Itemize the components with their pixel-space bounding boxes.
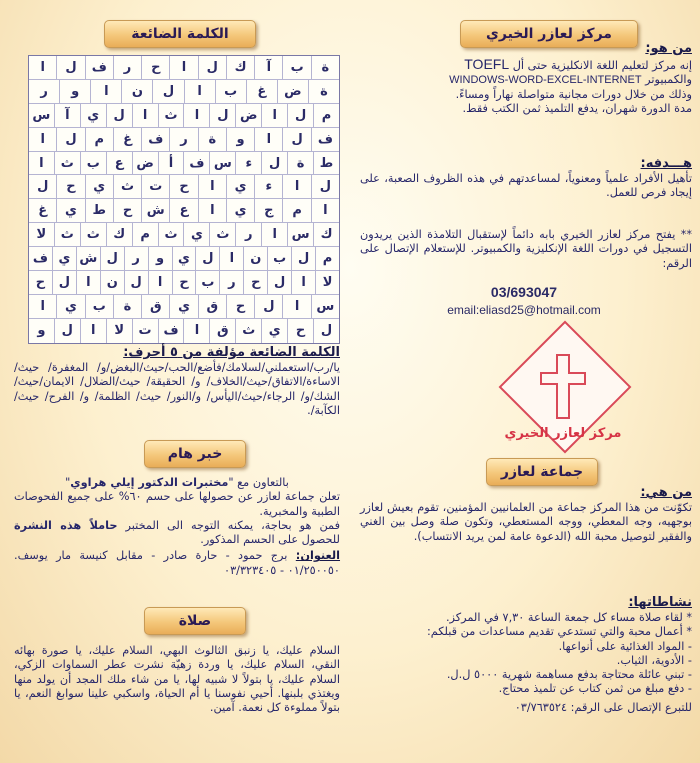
- grid-cell: ا: [219, 247, 243, 270]
- grid-cell: ح: [226, 295, 254, 318]
- grid-cell: ل: [56, 128, 84, 151]
- center-title: مركز لعازر الخيري: [460, 20, 638, 48]
- grid-cell: آ: [54, 104, 80, 127]
- grid-row: [29, 104, 339, 128]
- grid-cell: ر: [235, 223, 261, 246]
- grid-cell: ة: [311, 56, 339, 79]
- grid-cell: ث: [54, 223, 80, 246]
- grid-cell: ر: [113, 56, 141, 79]
- center-who: [360, 40, 692, 116]
- center-phone: 03/693047: [490, 284, 558, 300]
- grid-cell: ك: [106, 223, 132, 246]
- grid-row: [29, 295, 339, 319]
- grid-cell: ي: [56, 295, 84, 318]
- grid-cell: س: [311, 295, 339, 318]
- lazarus-activities: [360, 594, 692, 715]
- activity-2: * أعمال محبة والتي تستدعي تقديم مساعدات من قبلكم:: [426, 625, 692, 639]
- grid-row: [29, 152, 339, 176]
- grid-cell: ف: [32, 251, 49, 267]
- grid-cell: س: [287, 223, 313, 246]
- grid-cell: ب: [85, 295, 113, 318]
- grid-cell: ا: [40, 131, 45, 147]
- grid-cell: أ: [158, 152, 184, 175]
- grid-cell: ط: [85, 199, 113, 222]
- grid-cell: ة: [308, 80, 339, 103]
- grid-cell: ء: [254, 175, 282, 198]
- news-title: خبر هام: [144, 440, 246, 468]
- grid-cell: ل: [282, 128, 310, 151]
- clue-title: الكلمة الضائعة مؤلفة من ٥ أحرف:: [123, 345, 340, 360]
- grid-cell: ي: [172, 247, 196, 270]
- grid-cell: ف: [311, 128, 339, 151]
- grid-cell: ن: [121, 80, 152, 103]
- grid-cell: ر: [219, 271, 243, 294]
- grid-row: [29, 247, 339, 271]
- grid-row: [29, 271, 339, 295]
- grid-cell: ي: [226, 199, 254, 222]
- lazarus-who-text: تكوّنت من هذا المركز جماعة من العلمانيين المؤمنين، تقوم بعيش لعازر بوجهيه، وجه المعطي، ووجه المستعطي، وتكون صلة وصل بين الغني والفقير لتوصيل محبة الله (الدعوة عامة لمن يريد الانتساب).: [360, 501, 692, 543]
- grid-cell: لا: [315, 271, 339, 294]
- grid-cell: ب: [80, 152, 106, 175]
- grid-cell: س: [32, 107, 51, 123]
- grid-cell: ا: [282, 175, 310, 198]
- grid-cell: ع: [169, 199, 197, 222]
- grid-cell: و: [37, 322, 46, 338]
- activity-6: - دفع مبلغ من ثمن كتاب عن تلميذ محتاج.: [498, 682, 692, 696]
- right-column: [356, 0, 692, 763]
- clue-text: يا/رب/استعملني/لسلامك/فأضع/الحب/حيث/البغض/و/ المغفرة/ حيث/ الاساءة/الاتفاق/حيث/الخلاف/ و/ الحقيقة/ حيث/الضلال/ الايمان/حيث/الشك/و/ الرجاء/حيث/اليأس/ و/النور/ حيث/ الظلمة/ و/ الفرح/ حيث/ الكآبة/.: [14, 361, 340, 417]
- grid-cell: ل: [291, 247, 315, 270]
- donate-line: للتبرع الإتصال على الرقم: ٠٣/٧٦٣٥٢٤: [514, 700, 692, 714]
- news-address: العنوان: برج حمود - حارة صادر - مقابل كنيسة مار يوسف. ٠١/٢٥٠٠٥٠ - ٠٣/٣٢٣٤٠٥: [14, 549, 341, 578]
- grid-cell: ث: [209, 223, 235, 246]
- grid-cell: ي: [56, 199, 84, 222]
- grid-cell: ل: [254, 295, 282, 318]
- grid-cell: لا: [106, 319, 132, 343]
- grid-cell: و: [226, 128, 254, 151]
- grid-cell: ي: [261, 319, 287, 343]
- activity-1: * لقاء صلاة مساء كل جمعة الساعة ٧,٣٠ في المركز.: [445, 611, 692, 624]
- grid-cell: و: [59, 80, 90, 103]
- news-body: [14, 476, 340, 579]
- grid-cell: ا: [198, 175, 226, 198]
- grid-cell: ب: [282, 56, 310, 79]
- grid-cell: ح: [169, 175, 197, 198]
- grid-cell: ف: [85, 56, 113, 79]
- grid-cell: ن: [243, 247, 267, 270]
- grid-cell: ل: [198, 56, 226, 79]
- grid-cell: ة: [113, 295, 141, 318]
- grid-cell: ر: [40, 83, 48, 99]
- grid-cell: ي: [52, 247, 76, 270]
- grid-cell: ة: [287, 152, 313, 175]
- center-who-head: من هو:: [645, 41, 692, 56]
- grid-cell: م: [85, 128, 113, 151]
- grid-cell: ا: [183, 104, 209, 127]
- center-email: email:eliasd25@hotmail.com: [447, 303, 601, 317]
- grid-cell: ل: [209, 104, 235, 127]
- grid-cell: ح: [113, 199, 141, 222]
- grid-cell: و: [148, 247, 172, 270]
- lazarus-who: [360, 484, 692, 544]
- grid-cell: ا: [183, 319, 209, 343]
- activity-5: - تبني عائلة محتاجة بدفع مساهمة شهرية ٥٠٠٠ ل.ل.: [446, 668, 692, 682]
- grid-cell: م: [132, 223, 158, 246]
- grid-cell: ق: [198, 295, 226, 318]
- center-who-line4: مدة الدورة شهران، يدفع التلميذ ثمن الكتب فقط.: [462, 101, 692, 115]
- grid-cell: ف: [183, 152, 209, 175]
- grid-cell: ك: [313, 223, 339, 246]
- prayer-title: صلاة: [144, 607, 246, 635]
- center-goal-head: هـــدفه:: [640, 156, 692, 171]
- grid-cell: ا: [76, 271, 100, 294]
- center-goal-text: تأهيل الأفراد علمياً ومعنوياً، لمساعدتهم في هذه الظروف الصعبة، على إيجاد فرص للعمل.: [360, 172, 692, 200]
- word-search-grid: [28, 55, 340, 344]
- center-notice: ** يفتح مركز لعازر الخيري بابه دائماً لإستقبال التلامذة الذين يريدون التسجيل في دورات اللغة الإنكليزية والكمبيوتر. للإستعلام الإتصال على الرقم:: [360, 228, 692, 270]
- grid-row: [29, 128, 339, 152]
- grid-cell: ت: [132, 319, 158, 343]
- center-goal: [360, 155, 692, 201]
- grid-cell: ق: [209, 319, 235, 343]
- grid-cell: ا: [291, 271, 315, 294]
- grid-cell: ا: [80, 319, 106, 343]
- grid-cell: ث: [158, 104, 184, 127]
- news-p2-bold: حاملاً هذه النشرة: [14, 518, 118, 532]
- grid-cell: م: [313, 104, 339, 127]
- grid-cell: ح: [141, 56, 169, 79]
- grid-cell: ا: [261, 223, 287, 246]
- grid-cell: ض: [277, 80, 308, 103]
- grid-cell: ل: [313, 319, 339, 343]
- grid-cell: ا: [39, 155, 44, 171]
- grid-cell: غ: [246, 80, 277, 103]
- news-intro: بالتعاون مع "مختبرات الدكتور إيلي هراوي": [65, 476, 289, 489]
- grid-cell: س: [209, 152, 235, 175]
- grid-cell: ع: [106, 152, 132, 175]
- news-p1: تعلن جماعة لعازر عن حصولها على حسم ٦٠% على جميع الفحوصات الطبية والمخبرية.: [14, 490, 340, 518]
- grid-cell: ض: [235, 104, 261, 127]
- grid-cell: ل: [267, 271, 291, 294]
- lost-word-title: الكلمة الضائعة: [104, 20, 256, 48]
- grid-cell: ي: [226, 175, 254, 198]
- grid-cell: ل: [124, 271, 148, 294]
- grid-cell: ا: [90, 80, 121, 103]
- grid-cell: ق: [141, 295, 169, 318]
- grid-cell: ث: [113, 175, 141, 198]
- grid-cell: ل: [100, 247, 124, 270]
- grid-cell: ا: [40, 60, 45, 75]
- grid-cell: ت: [141, 175, 169, 198]
- grid-cell: ب: [215, 80, 246, 103]
- grid-cell: ك: [226, 56, 254, 79]
- grid-cell: ا: [311, 199, 339, 222]
- grid-cell: ش: [76, 247, 100, 270]
- grid-cell: ل: [52, 271, 76, 294]
- grid-cell: ل: [56, 56, 84, 79]
- grid-row: [29, 80, 339, 104]
- grid-cell: ل: [152, 80, 183, 103]
- grid-cell: ل: [261, 152, 287, 175]
- lazarus-title: جماعة لعازر: [486, 458, 598, 486]
- grid-cell: ث: [158, 223, 184, 246]
- grid-cell: ا: [169, 56, 197, 79]
- grid-cell: م: [282, 199, 310, 222]
- grid-cell: ج: [254, 199, 282, 222]
- grid-cell: ل: [37, 179, 49, 195]
- grid-cell: ا: [254, 128, 282, 151]
- grid-cell: غ: [38, 203, 48, 219]
- grid-cell: ش: [141, 199, 169, 222]
- cross-icon: [519, 343, 607, 429]
- grid-cell: ط: [313, 152, 339, 175]
- grid-row: [29, 223, 339, 247]
- grid-cell: ب: [195, 271, 219, 294]
- prayer-text: السلام عليك، يا زنبق الثالوث البهي، السلام عليك، يا صورة بهائه النقي، السلام عليك، يا وردة زهيّة نشرت عطر السماوات الزكي، السلام عليك، يا بتولاً لا شبيه لها، يا من شاء ملك المجد أن يولد منها ويغتذي بلبنها. أحيي نفوسنا يا أم الحياة، واسكبي علينا سوابغ النعم، يا بتولاً مملوءة كل نعمة. آمين.: [14, 644, 340, 715]
- grid-cell: ر: [169, 128, 197, 151]
- grid-row: [29, 199, 339, 223]
- center-logo-text: مركز لعازر الخيري: [504, 426, 622, 441]
- center-who-line2: والكمبيوتر WINDOWS-WORD-EXCEL-INTERNET: [449, 73, 692, 87]
- news-p2: فمن هو بحاجة، يمكنه التوجه الى المختبر حاملاً هذه النشرة للحصول على الحسم المذكور.: [14, 518, 340, 547]
- grid-cell: ف: [141, 128, 169, 151]
- grid-cell: ي: [169, 295, 197, 318]
- grid-cell: ب: [267, 247, 291, 270]
- grid-cell: ا: [148, 271, 172, 294]
- grid-cell: ح: [56, 175, 84, 198]
- grid-row: [29, 319, 339, 343]
- center-who-line3: وذلك من خلال دورات مجانية متواصلة نهاراً ومساءً.: [455, 87, 692, 101]
- grid-cell: ل: [311, 175, 339, 198]
- grid-cell: م: [315, 247, 339, 270]
- lab-name: مختبرات الدكتور إيلي هراوي: [70, 476, 229, 489]
- grid-cell: ح: [287, 319, 313, 343]
- grid-cell: ح: [35, 275, 46, 291]
- lazarus-activities-head: نشاطاتها:: [628, 595, 692, 610]
- grid-cell: ل: [195, 247, 219, 270]
- grid-cell: ث: [80, 223, 106, 246]
- grid-cell: ث: [235, 319, 261, 343]
- grid-cell: ا: [282, 295, 310, 318]
- grid-cell: لا: [36, 227, 47, 243]
- grid-cell: ة: [198, 128, 226, 151]
- lost-word-clue: [14, 344, 340, 418]
- grid-cell: ا: [132, 104, 158, 127]
- grid-cell: ض: [132, 152, 158, 175]
- grid-cell: ي: [85, 175, 113, 198]
- grid-cell: ا: [198, 199, 226, 222]
- grid-row: [29, 175, 339, 199]
- left-column: [8, 0, 344, 763]
- grid-cell: ل: [54, 319, 80, 343]
- grid-cell: ل: [106, 104, 132, 127]
- grid-cell: ح: [243, 271, 267, 294]
- grid-cell: ن: [100, 271, 124, 294]
- grid-cell: ي: [183, 223, 209, 246]
- grid-cell: ل: [287, 104, 313, 127]
- grid-cell: ث: [54, 152, 80, 175]
- grid-row: [29, 56, 339, 80]
- grid-cell: ر: [124, 247, 148, 270]
- grid-cell: ح: [172, 271, 196, 294]
- lazarus-who-head: من هي:: [640, 485, 692, 500]
- grid-cell: ا: [40, 298, 45, 314]
- grid-cell: ء: [235, 152, 261, 175]
- grid-cell: ي: [80, 104, 106, 127]
- grid-cell: ا: [261, 104, 287, 127]
- center-who-line1: إنه مركز لتعليم اللغة الانكليزية حتى أل TOEFL: [464, 56, 692, 72]
- grid-cell: ا: [184, 80, 215, 103]
- activity-3: - المواد الغذائية على أنواعها.: [558, 639, 692, 653]
- grid-cell: ف: [158, 319, 184, 343]
- grid-cell: غ: [113, 128, 141, 151]
- grid-cell: آ: [254, 56, 282, 79]
- activity-4: - الأدوية، الثياب.: [616, 653, 692, 667]
